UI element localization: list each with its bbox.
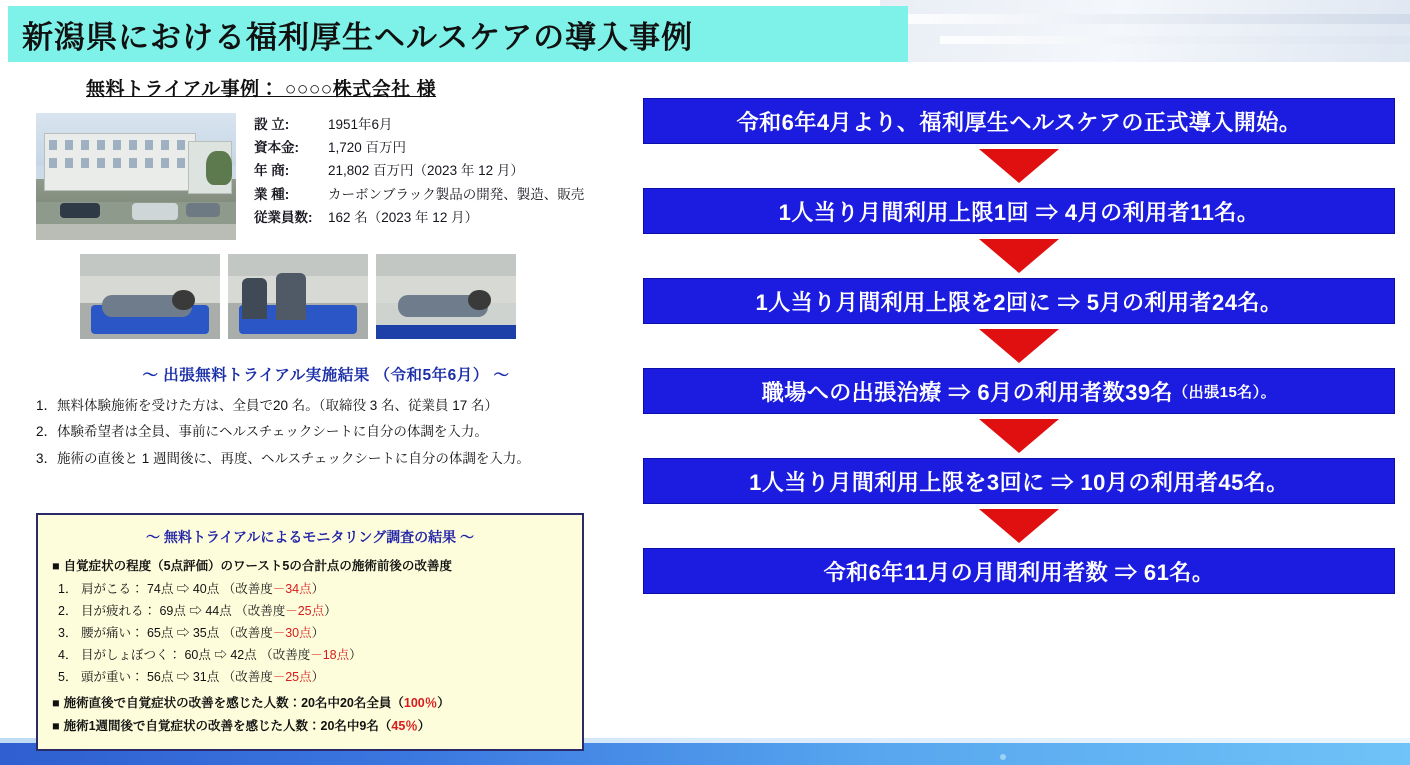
flow-step-5 [643,458,1395,504]
monitoring-title: ～ 無料トライアルによるモニタリング調査の結果 ～ [145,529,475,545]
monitoring-summary-row [52,716,568,734]
row-arrow: ⇨ [176,582,190,596]
row-improve-value: －18点 [310,648,350,662]
row-symptom: 目が疲れる： [80,604,156,618]
flow-arrow-2 [643,234,1395,278]
row-after: 31点 [192,670,220,684]
row-arrow: ⇨ [189,604,202,618]
row-no: 2． [58,604,78,618]
slide-title-bar [8,6,908,62]
row-no: 4． [58,648,78,662]
monitoring-row [58,645,568,663]
fact-label: 業 種: [254,186,290,202]
fact-row [254,159,584,182]
row-tail: ） [324,604,337,618]
row-symptom: 頭が重い： [80,670,144,684]
photo-blue-mat [376,325,516,339]
monitoring-summary-row [52,693,568,711]
photo-car-2 [132,203,178,220]
flow-arrow-4 [643,414,1395,458]
row-improve-label: （改善度 [235,604,286,618]
building-photo [36,113,236,240]
row-after: 42点 [230,648,257,662]
fact-row [254,183,584,206]
row-improve-label: （改善度 [260,648,311,662]
down-arrow-icon [979,149,1059,183]
down-arrow-icon [979,509,1059,543]
row-arrow: ⇨ [214,648,227,662]
photo-car-1 [60,203,100,218]
photo-patient-head [172,290,194,310]
photo-patient-head [468,290,490,310]
fact-label: 従業員数: [254,209,313,225]
row-improve-value: －34点 [272,582,312,596]
fact-value: カーボンブラック製品の開発、製造、販売 [328,186,585,202]
row-improve-value: －25点 [285,604,325,618]
square-bullet-icon: ■ [52,696,60,710]
row-symptom: 腰が痛い： [80,626,144,640]
summary-tail: ） [437,696,450,710]
summary-text: 施術1週間後で自覚症状の改善を感じた人数：20名中9名（ [63,719,392,733]
down-arrow-icon [979,329,1059,363]
treatment-photo-3 [376,254,516,339]
flow-step-label: 職場への出張治療 ⇒ 6月の利用者数39名 [761,379,1174,405]
adoption-flow [643,98,1395,594]
row-improve-label: （改善度 [222,582,273,596]
fact-row [254,136,584,159]
flow-step-2 [643,188,1395,234]
flow-step-label: 1人当り月間利用上限を2回に ⇒ 5月の利用者24名。 [755,289,1283,315]
row-before: 60点 [184,648,211,662]
flow-step-note: （出張15名）。 [1173,383,1277,401]
flow-step-label: 令和6年11月の月間利用者数 ⇒ 61名。 [823,559,1215,585]
summary-text: 施術直後で自覚症状の改善を感じた人数：20名中20名全員（ [63,696,404,710]
down-arrow-icon [979,239,1059,273]
left-column [36,74,616,472]
monitoring-row [58,623,568,641]
row-tail: ） [311,626,325,640]
row-before: 65点 [146,626,174,640]
photo-building-main [44,133,196,191]
row-before: 69点 [159,604,186,618]
row-after: 44点 [205,604,232,618]
down-arrow-icon [979,419,1059,453]
flow-step-6 [643,548,1395,594]
row-before: 56点 [146,670,174,684]
treatment-photo-1 [80,254,220,339]
page-title: 新潟県における福利厚生ヘルスケアの導入事例 [22,19,694,55]
photo-road [36,224,236,241]
photo-wall-upper [80,254,220,276]
photo-therapist [242,278,267,319]
trial-case-heading: 無料トライアル事例： ○○○○株式会社 様 [86,79,437,100]
trial-result-list [36,393,616,472]
list-item: 1．無料体験施術を受けた方は、全員で20 名。（取締役 3 名、従業員 17 名） [36,398,499,413]
row-tail: ） [311,670,325,684]
decor-band-top-right [880,0,1410,62]
flow-step-label: 令和6年4月より、福利厚生ヘルスケアの正式導入開始。 [736,109,1302,135]
list-item: 3．施術の直後と 1 週間後に、再度、ヘルスチェックシートに自分の体調を入力。 [36,450,530,466]
row-arrow: ⇨ [176,626,190,640]
row-improve-value: －30点 [272,626,312,640]
fact-row [254,206,584,229]
summary-tail: ） [417,719,431,733]
monitoring-result-box [36,513,584,751]
square-bullet-icon: ■ [52,559,60,573]
flow-step-label: 1人当り月間利用上限を3回に ⇒ 10月の利用者45名。 [749,469,1289,495]
square-bullet-icon: ■ [52,719,60,733]
photo-car-3 [186,203,220,217]
monitoring-row [58,601,568,619]
row-tail: ） [311,582,325,596]
photo-wall-upper [376,254,516,276]
monitoring-subtitle-row [52,556,568,574]
fact-value: 1951年6月 [328,117,393,132]
row-symptom: 目がしょぼつく： [80,648,181,662]
row-no: 3． [58,626,78,640]
row-improve-label: （改善度 [222,626,273,640]
fact-value: 162 名（2023 年 12 月） [328,209,479,225]
company-profile-row [36,113,616,240]
treatment-photo-2 [228,254,368,339]
trial-result-heading: ～ 出張無料トライアル実施結果 （令和5年6月） ～ [142,367,510,384]
row-improve-label: （改善度 [222,670,273,684]
row-improve-value: －25点 [272,670,312,684]
flow-step-4 [643,368,1395,414]
row-after: 35点 [192,626,220,640]
photo-patient [276,273,307,321]
fact-value: 21,802 百万円（2023 年 12 月） [328,163,524,179]
decor-band-top-right-stripe-2 [940,36,1410,44]
fact-row [254,113,584,136]
summary-highlight: 45％ [391,719,418,733]
monitoring-subtitle: 自覚症状の程度（5点評価）のワースト5の合計点の施術前後の改善度 [63,559,452,573]
row-no: 5． [58,670,78,684]
monitoring-row [58,667,568,685]
photo-tree [206,151,232,185]
flow-step-label: 1人当り月間利用上限1回 ⇒ 4月の利用者11名。 [778,199,1260,225]
list-item: 2．体験希望者は全員、事前にヘルスチェックシートに自分の体調を入力。 [36,424,488,440]
flow-step-3 [643,278,1395,324]
row-symptom: 肩がこる： [80,582,144,596]
company-facts-list [254,113,584,229]
fact-label: 設 立: [254,117,290,132]
treatment-photo-row [80,254,616,339]
fact-label: 年 商: [254,163,290,179]
flow-arrow-3 [643,324,1395,368]
row-arrow: ⇨ [176,670,190,684]
decor-band-top-right-stripe-1 [900,14,1410,24]
decor-bottom-dot [1000,754,1006,760]
fact-value: 1,720 百万円 [328,140,407,156]
row-after: 40点 [192,582,220,596]
row-no: 1． [58,582,78,596]
flow-step-1 [643,98,1395,144]
monitoring-row [58,579,568,597]
fact-label: 資本金: [254,140,299,156]
flow-arrow-5 [643,504,1395,548]
summary-highlight: 100％ [403,696,438,710]
flow-arrow-1 [643,144,1395,188]
row-tail: ） [349,648,362,662]
row-before: 74点 [146,582,174,596]
